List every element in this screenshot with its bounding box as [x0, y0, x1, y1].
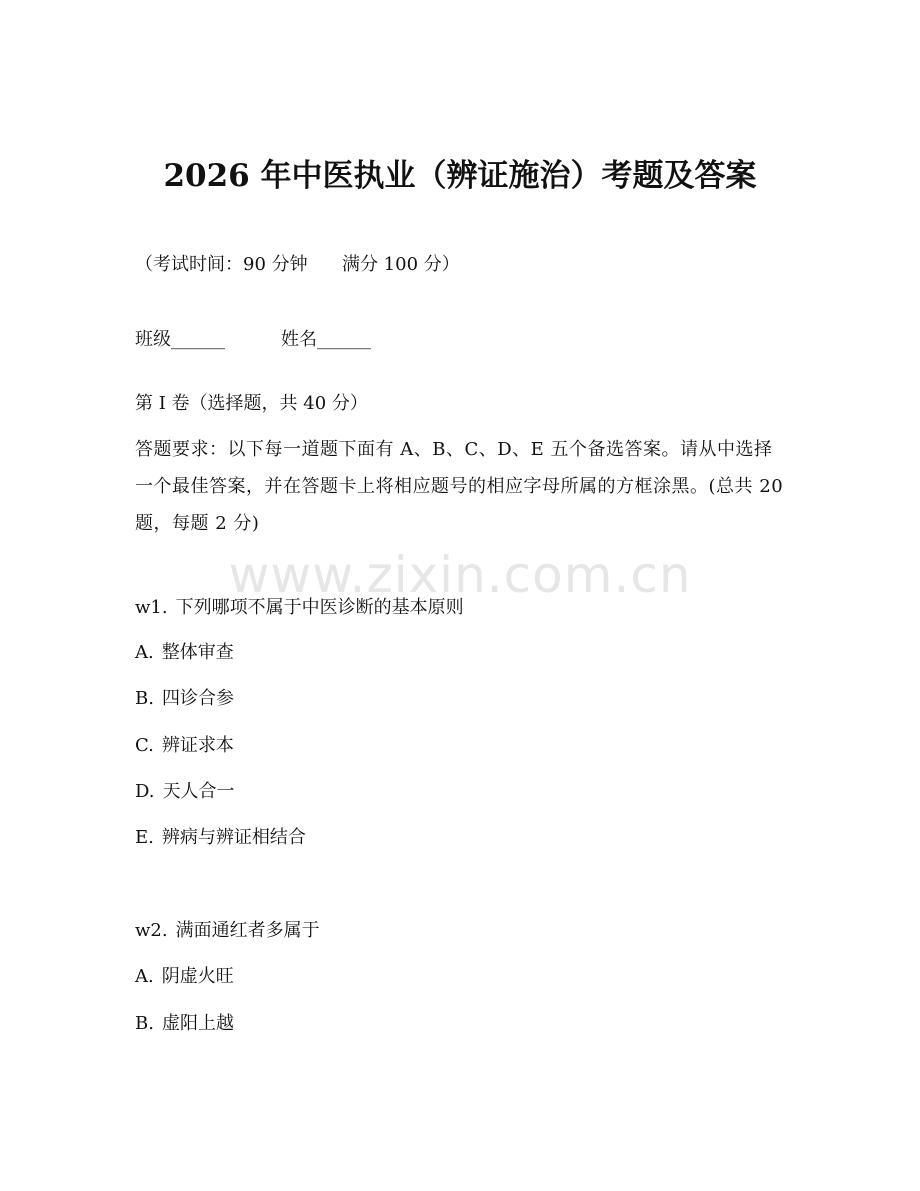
student-fields: [135, 298, 371, 354]
option-text: 四诊合参: [161, 688, 234, 709]
question-1-stem: [135, 594, 464, 622]
option-text: 虚阳上越: [161, 1013, 234, 1034]
option-letter: A.: [135, 966, 154, 987]
question-text: 满面通红者多属于: [175, 920, 320, 941]
option-text: 天人合一: [162, 781, 235, 802]
option-text: 整体审查: [161, 642, 234, 663]
section-title: 第 I 卷（选择题，共 40 分）: [135, 393, 368, 414]
class-field: 班级______: [135, 329, 225, 350]
question-1-option-c: [135, 732, 234, 760]
question-2-option-a: [135, 963, 234, 991]
question-2-option-b: [135, 1010, 234, 1038]
question-1-option-e: [135, 824, 306, 852]
question-2-stem: [135, 917, 320, 945]
exam-info: （考试时间：90 分钟 满分 100 分）: [135, 254, 460, 275]
option-letter: D.: [135, 781, 155, 802]
name-field: 姓名______: [281, 329, 371, 350]
option-text: 阴虚火旺: [161, 966, 234, 987]
document-title: 2026 年中医执业（辨证施治）考题及答案: [163, 158, 757, 194]
option-letter: B.: [135, 688, 154, 709]
option-text: 辨证求本: [161, 735, 234, 756]
question-1-option-b: [135, 685, 234, 713]
option-letter: B.: [135, 1013, 154, 1034]
option-text: 辨病与辨证相结合: [161, 827, 306, 848]
question-number: w1.: [135, 597, 168, 618]
option-letter: E.: [135, 827, 154, 848]
instructions: 答题要求：以下每一道题下面有 A、B、C、D、E 五个备选答案。请从中选择一个最佳答案，并在答题卡上将相应题号的相应字母所属的方框涂黑。(总共 20 题，每题 2 分): [135, 439, 784, 534]
watermark: www.zixin.com.cn: [228, 546, 692, 604]
question-number: w2.: [135, 920, 168, 941]
option-letter: C.: [135, 735, 154, 756]
question-text: 下列哪项不属于中医诊断的基本原则: [175, 597, 464, 618]
question-1-option-a: [135, 639, 234, 667]
question-1-option-d: [135, 778, 235, 806]
option-letter: A.: [135, 642, 154, 663]
